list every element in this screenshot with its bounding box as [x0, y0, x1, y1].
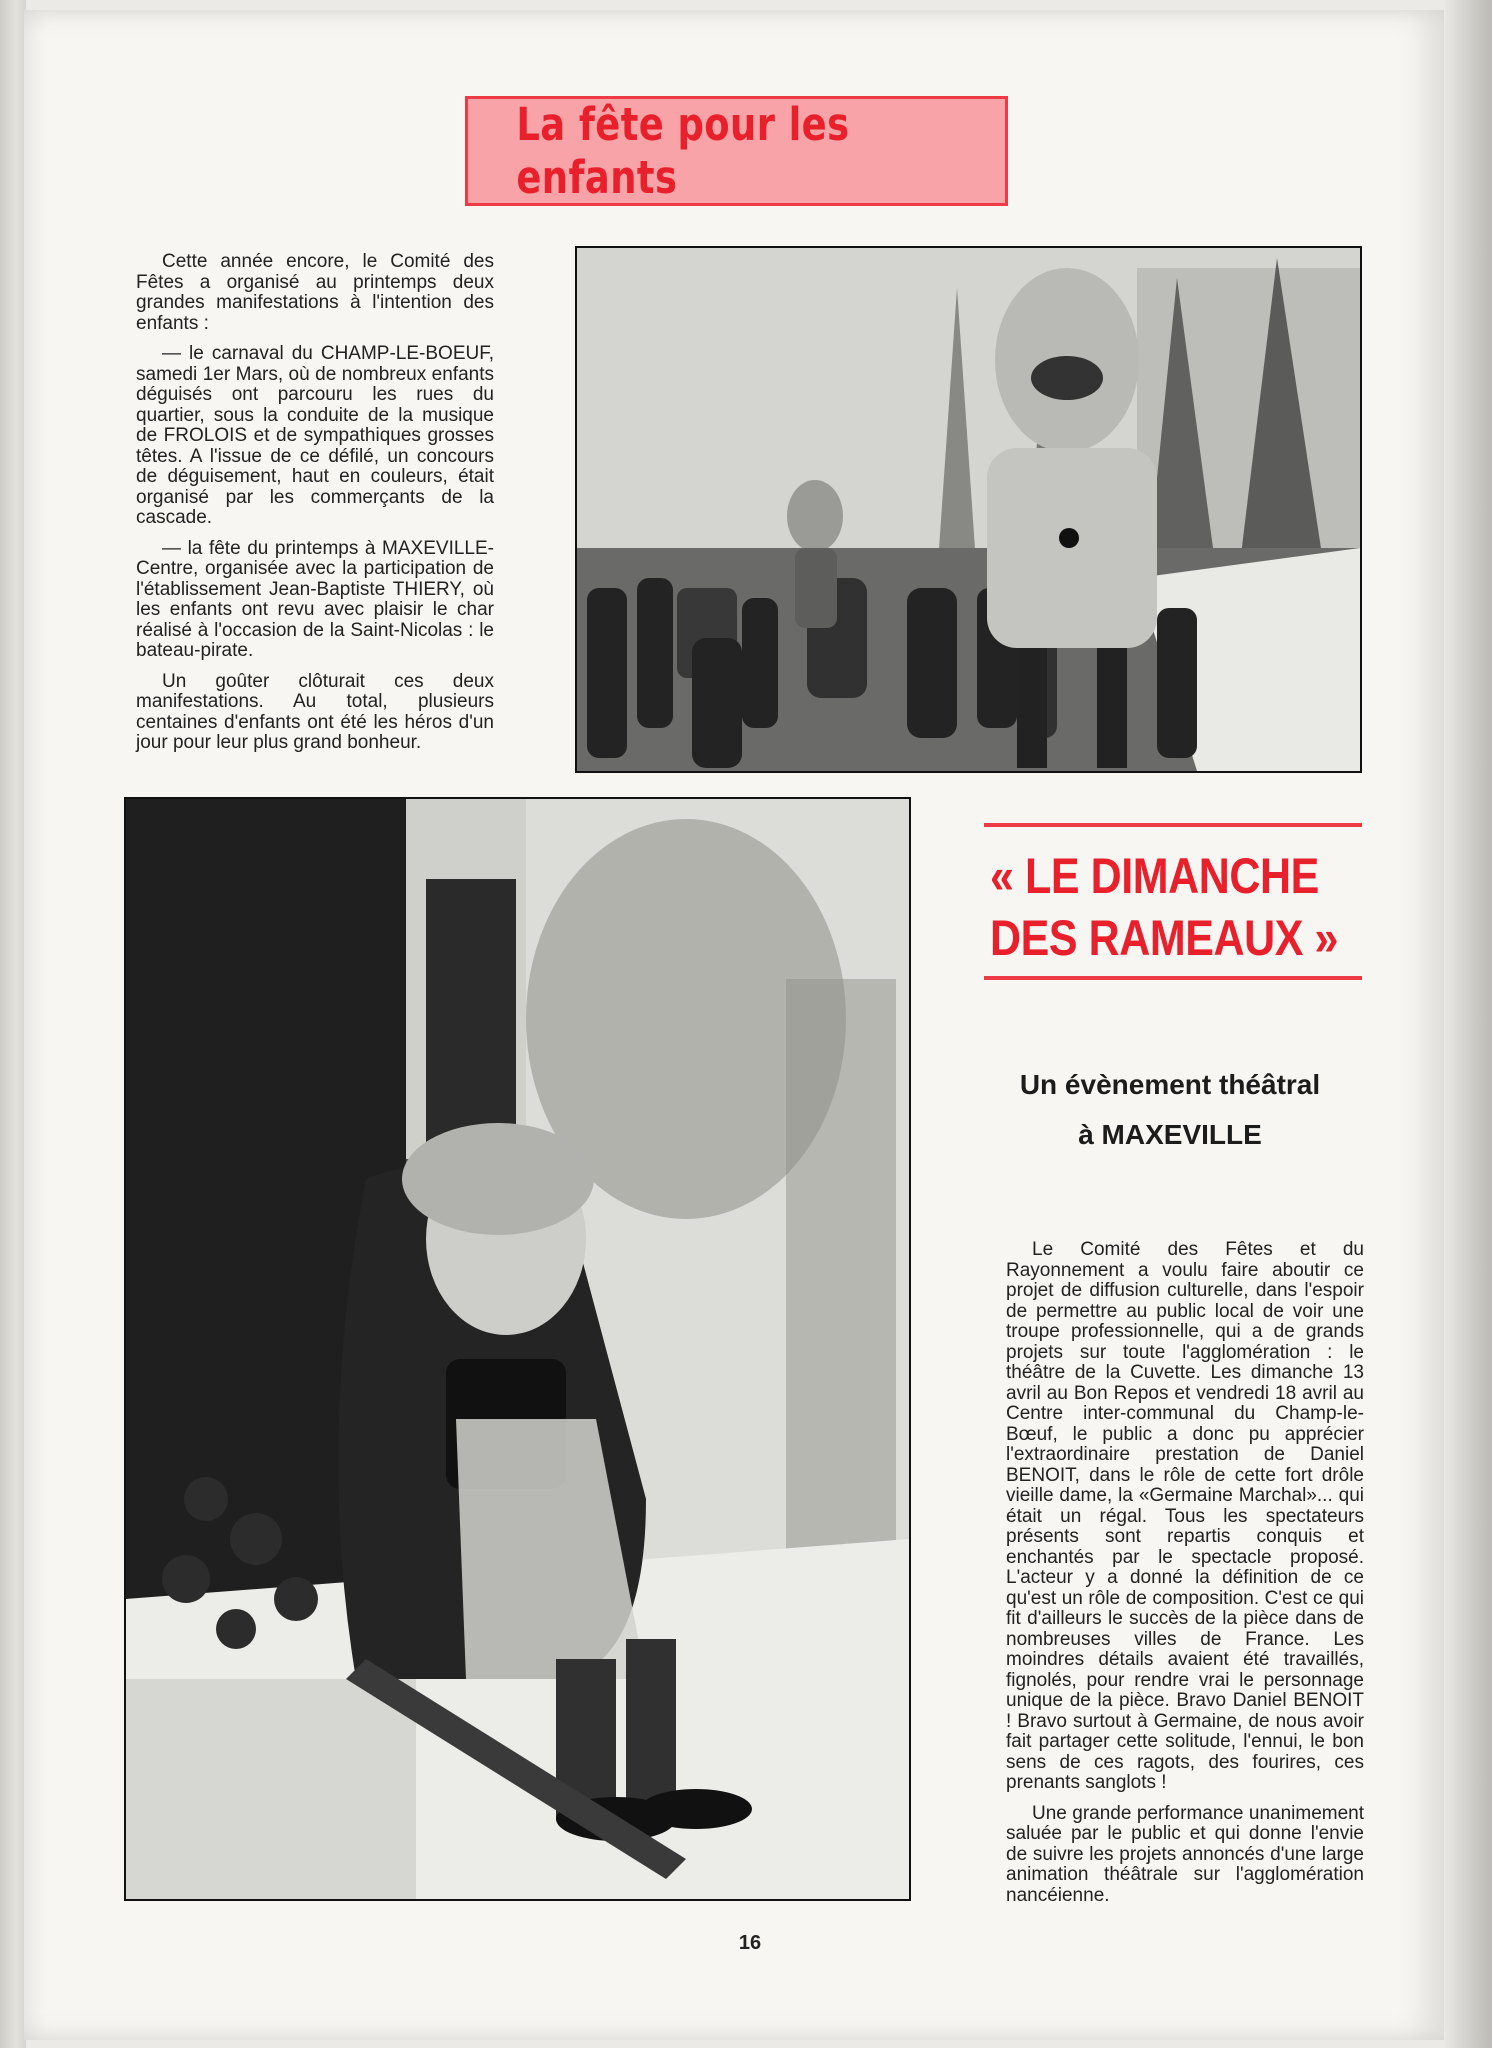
theatre-article	[1006, 1240, 1364, 1916]
theatre-paragraph: Une grande performance unanimement saluée par le public et qui donne l'envie de suivre les projets annoncés d'une large animation théâtrale sur l'agglomération nancéienne.	[1006, 1802, 1364, 1906]
headline-rule-bottom	[984, 976, 1362, 980]
page-binding	[0, 0, 26, 2048]
carnival-article	[136, 252, 494, 764]
theatre-subhead-line: Un évènement théâtral	[1019, 1069, 1321, 1100]
page-title: La fête pour les enfants	[516, 98, 850, 204]
page-number: 16	[738, 1932, 762, 1954]
title-box	[465, 96, 1008, 206]
page-edge	[1444, 0, 1492, 2048]
carnival-paragraph: — la fête du printemps à MAXEVILLE-Centre, organisée avec la participation de l'établissement Jean-Baptiste THIERY, où les enfants ont revu avec plaisir le char réalisé à l'occasion de la Saint-Nicolas : le bateau-pirate.	[136, 537, 494, 661]
theatre-subhead-line: à MAXEVILLE	[1078, 1119, 1262, 1150]
carnival-paragraph: — le carnaval du CHAMP-LE-BOEUF, samedi 1er Mars, où de nombreux enfants déguisés ont parcouru les rues du quartier, sous la conduite de la musique de FROLOIS et de sympathiques grosses têtes. A l'issue de ce défilé, un concours de déguisement, haut en couleurs, était organisé par les commerçants de la cascade.	[136, 343, 494, 528]
carnival-photo-illustration	[577, 248, 1360, 771]
carnival-paragraph: Un goûter clôturait ces deux manifestations. Au total, plusieurs centaines d'enfants ont été les héros d'un jour pour leur plus grand bonheur.	[136, 670, 494, 753]
theatre-paragraph: Le Comité des Fêtes et du Rayonnement a voulu faire aboutir ce projet de diffusion culturelle, dans l'espoir de permettre au public local de voir une troupe professionnelle, qui a de grands projets sur toute l'agglomération : le théâtre de la Cuvette. Les dimanche 13 avril au Bon Repos et vendredi 18 avril au Centre inter-communal du Champ-le-Bœuf, le public a donc pu apprécier l'extraordinaire prestation de Daniel BENOIT, dans le rôle de cette fort drôle vieille dame, la «Germaine Marchal»... qui était un régal. Tous les spectateurs présents sont repartis conquis et enchantés par le spectacle proposé. L'acteur y a donné la définition de ce qu'est un rôle de composition. C'est ce qui fit d'ailleurs le succès de la pièce dans de nombreuses villes de France. Les moindres détails avaient été travaillés, fignolés, pour rendre vrai le personnage unique de la pièce. Bravo Daniel BENOIT ! Bravo surtout à Germaine, de nous avoir fait partager cette solitude, l'ennui, le bon sens de ces ragots, des fourires, ces prenants sanglots !	[1006, 1239, 1364, 1793]
carnival-paragraph: Cette année encore, le Comité des Fêtes a organisé au printemps deux grandes manifestations à l'intention des enfants :	[136, 251, 494, 334]
headline-rule-top	[984, 823, 1362, 827]
theatre-subhead	[980, 1060, 1360, 1160]
theatre-photo-illustration	[126, 799, 909, 1899]
carnival-photo	[575, 246, 1362, 773]
theatre-headline-line: DES RAMEAUX »	[990, 910, 1339, 966]
theatre-headline-line: « LE DIMANCHE	[990, 848, 1319, 904]
theatre-photo	[124, 797, 911, 1901]
theatre-headline	[990, 845, 1339, 969]
